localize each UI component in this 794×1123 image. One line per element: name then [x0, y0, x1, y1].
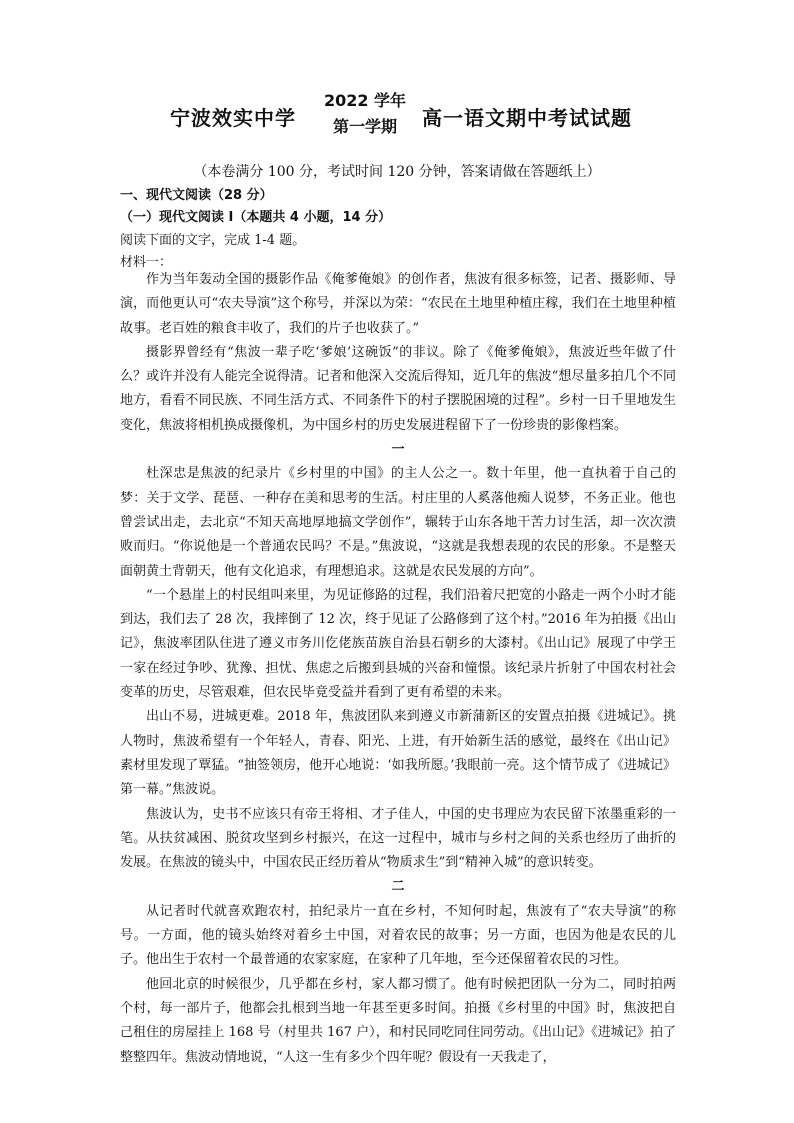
part-divider-one: 一 — [391, 442, 405, 458]
paragraph: 从记者时代就喜欢跑农村，拍纪录片一直在乡村，不知何时起，焦波有了“农夫导演”的称号。一方面，他的镜头始终对着乡土中国，对着农民的故事；另一方面，也因为他是农民的儿子。他出生于农村一个最普通的农家家庭，在家种了几年地，至今还保留着农民的习性。 — [120, 903, 676, 968]
school-year: 2022 学年 — [323, 91, 407, 110]
paragraph: 出山不易，进城更难。2018 年，焦波团队来到遵义市新蒲新区的安置点拍摄《进城记》。挑人物时，焦波希望有一个年轻人，青春、阳光、上进，有开始新生活的感觉，最终在《出山记》素材里发现了覃猛。“抽签领房，他开心地说：‘如我所愿。’我眼前一亮。这个情节成了《进城记》第一幕。”焦波说。 — [120, 709, 676, 798]
passage — [120, 268, 676, 1070]
exam-header — [160, 86, 640, 142]
subsection-heading: （一）现代文阅读 I（本题共 4 小题，14 分） — [120, 210, 392, 225]
paragraph: 他回北京的时候很少，几乎都在乡村，家人都习惯了。他有时候把团队一分为二，同时拍两个村，每一部片子，他都会扎根到当地一年甚至更多时间。拍摄《乡村里的中国》时，焦波把自己租住的房屋挂上 168 号（村里共 167 户），和村民同吃同住同劳动。《出山记》《进城记》拍了整整四年。焦波动情地说，“人这一生有多少个四年呢？假设有一天我走了， — [120, 976, 676, 1065]
part-divider-two: 二 — [391, 879, 405, 895]
instruction-text: 阅读下面的文字，完成 1-4 题。 — [120, 233, 306, 248]
semester: 第一学期 — [332, 117, 397, 136]
paragraph: 焦波认为，史书不应该只有帝王将相、才子佳人，中国的史书理应为农民留下浓墨重彩的一笔。从扶贫减困、脱贫攻坚到乡村振兴，在这一过程中，城市与乡村之间的关系也经历了曲折的发展。在焦波的镜头中，中国农民正经历着从“物质求生”到“精神入城”的意识转变。 — [120, 806, 676, 871]
section-heading: 一、现代文阅读（28 分） — [120, 188, 273, 203]
paragraph: “一个悬崖上的村民组叫来里，为见证修路的过程，我们沿着尺把宽的小路走一两个小时才能到达，我们去了 28 次，我摔倒了 12 次，终于见证了公路修到了这个村。”2016 年为拍摄《出山记》，焦波率团队住进了遵义市务川仡佬族苗族自治县石朝乡的大漆村。《出山记》展现了中学王一家在经过争吵、犹豫、担忧、焦虑之后搬到县城的兴奋和憧憬。该纪录片折射了中国农村社会变革的历史，尽管艰难，但农民毕竟受益并看到了更有希望的未来。 — [120, 587, 676, 701]
school-name: 宁波效实中学 — [170, 106, 296, 130]
paragraph: 作为当年轰动全国的摄影作品《俺爹俺娘》的创作者，焦波有很多标签，记者、摄影师、导演，而他更认可“农夫导演”这个称号，并深以为荣：“农民在土地里种植庄稼，我们在土地里种植故事。老百姓的粮食丰收了，我们的片子也收获了。” — [120, 272, 676, 336]
paragraph: 摄影界曾经有“焦波一辈子吃‘爹娘’这碗饭”的非议。除了《俺爹俺娘》，焦波近些年做了什么？或许并没有人能完全说得清。记者和他深入交流后得知，近几年的焦波“想尽量多拍几个不同地方，看看不同民族、不同生活方式、不同条件下的村子摆脱困境的过程”。乡村一日千里地发生变化，焦波将相机换成摄像机，为中国乡村的历史发展进程留下了一份珍贵的影像档案。 — [120, 344, 676, 433]
material-label: 材料一： — [120, 255, 173, 270]
paragraph: 杜深忠是焦波的纪录片《乡村里的中国》的主人公之一。数十年里，他一直执着于自己的梦：关于文学、琵琶、一种存在美和思考的生活。村庄里的人奚落他痴人说梦，不务正业。他也曾尝试出走，去北京“不知天高地厚地搞文学创作”，辗转于山东各地干苦力讨生活，却一次次溃败而归。“你说他是一个普通农民吗？不是。”焦波说，“这就是我想表现的农民的形象。不是整天面朝黄土背朝天，他有文化追求，有理想追求。这就是农民发展的方向”。 — [120, 466, 676, 579]
term-block — [320, 88, 410, 140]
exam-note: （本卷满分 100 分，考试时间 120 分钟，答案请做在答题纸上） — [193, 164, 601, 180]
exam-title: 高一语文期中考试试题 — [422, 106, 632, 130]
